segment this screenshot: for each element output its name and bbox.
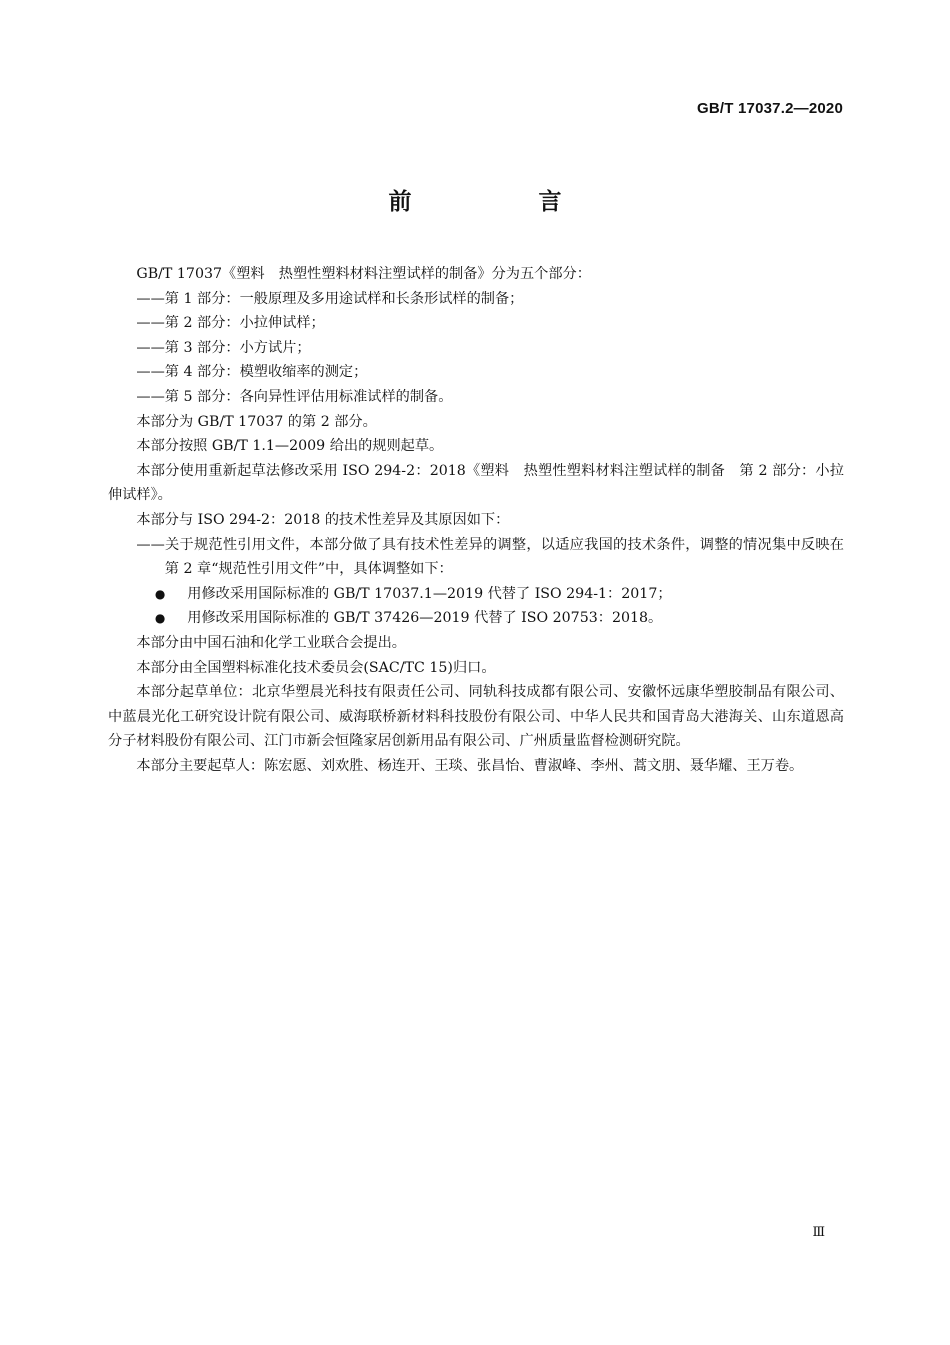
paragraph-committee: 本部分由全国塑料标准化技术委员会(SAC/TC 15)归口。 bbox=[136, 659, 496, 676]
paragraph-intro: GB/T 17037《塑料 热塑性塑料材料注塑试样的制备》分为五个部分： bbox=[136, 266, 591, 282]
paragraph-drafting-units: 本部分起草单位：北京华塑晨光科技有限责任公司、同轨科技成都有限公司、安徽怀远康华塑胶制品有限公司、中蓝晨光化工研究设计院有限公司、威海联桥新材料科技股份有限公司、中华人民共和国青岛大港海关、山东道恩高分子材料股份有限公司、江门市新会恒隆家居创新用品有限公司、广州质量监督检测研究院。 bbox=[108, 684, 844, 750]
document-body bbox=[108, 262, 844, 778]
difference-item: ——关于规范性引用文件，本部分做了具有技术性差异的调整，以适应我国的技术条件，调整的情况集中反映在第 2 章“规范性引用文件”中，具体调整如下： bbox=[136, 536, 844, 578]
bullet-text-2: 用修改采用国际标准的 GB/T 37426—2019 代替了 ISO 20753：2018。 bbox=[187, 610, 663, 627]
standard-code: GB/T 17037.2—2020 bbox=[697, 100, 843, 117]
part-list-item-1: ——第 1 部分：一般原理及多用途试样和长条形试样的制备； bbox=[136, 290, 524, 307]
bullet-item-1 bbox=[108, 582, 844, 607]
part-list-item-4: ——第 4 部分：模塑收缩率的测定； bbox=[136, 364, 368, 381]
page-title: 前 言 bbox=[388, 189, 614, 215]
part-list-item-3: ——第 3 部分：小方试片； bbox=[136, 339, 311, 356]
part-list-item-2: ——第 2 部分：小拉伸试样； bbox=[136, 315, 325, 332]
paragraph-drafters: 本部分主要起草人：陈宏愿、刘欢胜、杨连开、王琰、张昌怡、曹淑峰、李州、蒿文朋、聂华耀、王万卷。 bbox=[136, 757, 804, 774]
paragraph-proposer: 本部分由中国石油和化学工业联合会提出。 bbox=[136, 634, 406, 651]
bullet-text-1: 用修改采用国际标准的 GB/T 17037.1—2019 代替了 ISO 294-1：2017； bbox=[187, 585, 672, 602]
paragraph-differences: 本部分与 ISO 294-2：2018 的技术性差异及其原因如下： bbox=[136, 511, 510, 528]
paragraph-adoption: 本部分使用重新起草法修改采用 ISO 294-2：2018《塑料 热塑性塑料材料注塑试样的制备 第 2 部分：小拉伸试样》。 bbox=[108, 462, 844, 504]
page-number: Ⅲ bbox=[812, 1225, 825, 1240]
part-list-item-5: ——第 5 部分：各向异性评估用标准试样的制备。 bbox=[136, 388, 453, 405]
bullet-icon: ● bbox=[154, 611, 166, 626]
paragraph-part-statement: 本部分为 GB/T 17037 的第 2 部分。 bbox=[136, 413, 377, 430]
bullet-item-2 bbox=[108, 606, 844, 631]
paragraph-drafting-rules: 本部分按照 GB/T 1.1—2009 给出的规则起草。 bbox=[136, 438, 444, 455]
bullet-icon: ● bbox=[154, 586, 166, 601]
